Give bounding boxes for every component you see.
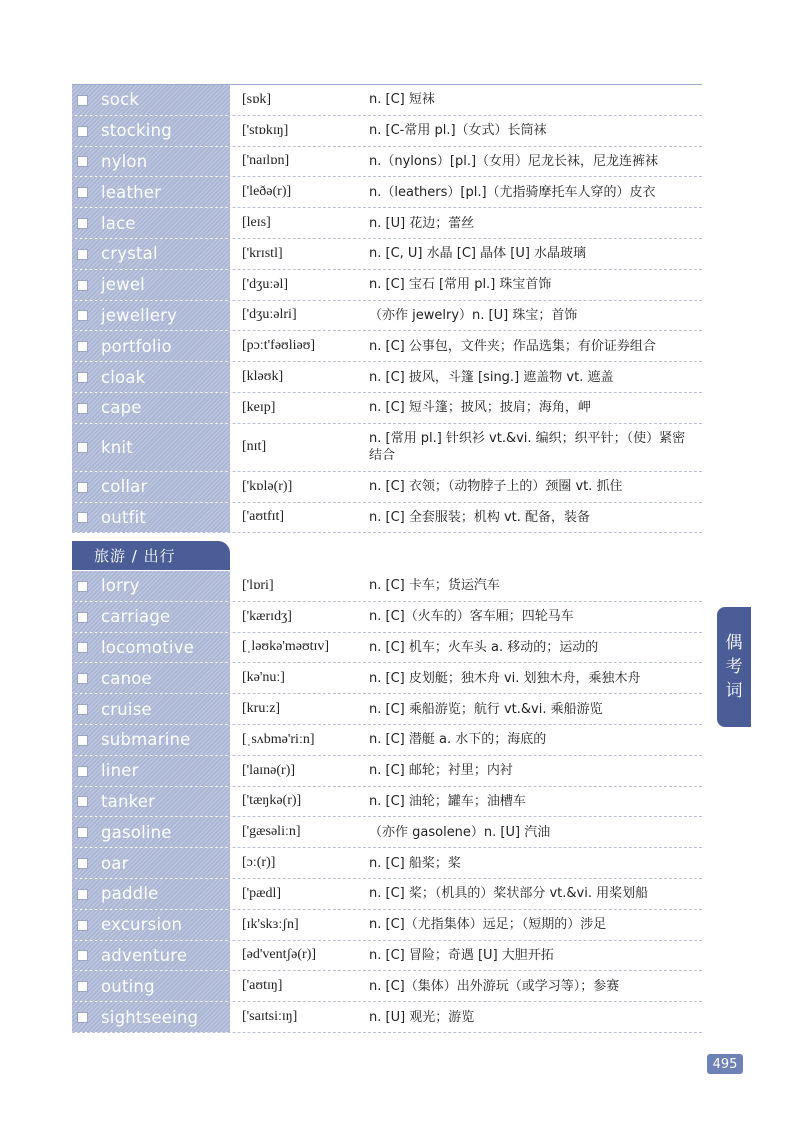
phonetic: ['naɪlɒn] [242, 153, 290, 169]
checkbox[interactable] [77, 512, 88, 523]
vocab-row [72, 663, 702, 694]
vocab-word: liner [101, 761, 139, 781]
definition: n. [C, U] 水晶 [C] 晶体 [U] 水晶玻璃 [369, 246, 587, 262]
word-cell [72, 602, 230, 632]
side-tab-char: 词 [725, 681, 743, 701]
vocab-word: jewel [101, 275, 145, 295]
vocab-row [72, 147, 702, 178]
checkbox[interactable] [77, 187, 88, 198]
definition: n. [常用 pl.] 针织衫 vt.&vi. 编织；织平针；（使）紧密结合 [369, 431, 686, 464]
definition: （亦作 gasolene）n. [U] 汽油 [369, 824, 551, 840]
word-cell [72, 910, 230, 940]
definition: n. [C] 乘船游览；航行 vt.&vi. 乘船游览 [369, 701, 603, 717]
phonetic: ['laɪnə(r)] [242, 762, 296, 778]
vocab-row [72, 393, 702, 424]
checkbox[interactable] [77, 827, 88, 838]
page-number: 495 [707, 1054, 743, 1074]
phonetic: ['leðə(r)] [242, 184, 292, 200]
phonetic: ['lɒri] [242, 577, 274, 593]
vocab-word: canoe [101, 668, 152, 688]
word-cell [72, 848, 230, 878]
vocab-word: portfolio [101, 336, 172, 356]
phonetic: [leɪs] [242, 215, 271, 231]
vocab-word: paddle [101, 884, 159, 904]
definition: n. [C] 短袜 [369, 92, 435, 108]
vocab-row [72, 756, 702, 787]
vocab-row [72, 571, 702, 602]
word-cell [72, 362, 230, 392]
word-cell [72, 393, 230, 423]
vocab-row [72, 694, 702, 725]
side-tab-char: 考 [725, 657, 743, 677]
word-cell [72, 85, 230, 115]
vocab-word: nylon [101, 151, 148, 171]
checkbox[interactable] [77, 612, 88, 623]
vocab-row [72, 239, 702, 270]
phonetic: ['aʊtɪŋ] [242, 978, 283, 994]
checkbox[interactable] [77, 126, 88, 137]
phonetic: ['tæŋkə(r)] [242, 793, 302, 809]
vocab-row [72, 817, 702, 848]
word-cell [72, 177, 230, 207]
phonetic: [ˌsʌbmə'riːn] [242, 731, 315, 747]
vocab-word: gasoline [101, 822, 172, 842]
definition: n. [C] 船桨；桨 [369, 855, 461, 871]
word-cell [72, 879, 230, 909]
vocab-word: collar [101, 477, 148, 497]
vocab-row [72, 633, 702, 664]
checkbox[interactable] [77, 858, 88, 869]
checkbox[interactable] [77, 642, 88, 653]
word-cell [72, 756, 230, 786]
checkbox[interactable] [77, 920, 88, 931]
phonetic: [pɔːt'fəʊliəʊ] [242, 338, 316, 354]
checkbox[interactable] [77, 766, 88, 777]
vocab-word: adventure [101, 945, 188, 965]
definition: n. [U] 花边；蕾丝 [369, 215, 475, 231]
vocab-row [72, 941, 702, 972]
vocab-word: oar [101, 853, 129, 873]
side-tab-char: 偶 [725, 633, 743, 653]
vocab-row [72, 116, 702, 147]
section-header-travel [72, 541, 230, 570]
vocab-word: locomotive [101, 637, 194, 657]
vocab-row [72, 270, 702, 301]
definition: n. [C] 全套服装；机构 vt. 配备，装备 [369, 509, 591, 525]
vocab-word: cape [101, 398, 142, 418]
word-cell [72, 694, 230, 724]
phonetic: [ɪk'skɜːʃn] [242, 916, 299, 932]
definition: n. [C]（尤指集体）远足；（短期的）涉足 [369, 917, 607, 933]
checkbox[interactable] [77, 218, 88, 229]
vocab-word: jewellery [101, 305, 178, 325]
side-tab[interactable] [717, 607, 751, 727]
checkbox[interactable] [77, 950, 88, 961]
checkbox[interactable] [77, 249, 88, 260]
definition: n. [C] 公事包，文件夹；作品选集；有价证券组合 [369, 338, 656, 354]
definition: n. [C] 宝石 [常用 pl.] 珠宝首饰 [369, 277, 552, 293]
vocab-row [72, 362, 702, 393]
phonetic: [əd'ventʃə(r)] [242, 947, 317, 963]
vocab-word: cruise [101, 699, 152, 719]
vocab-word: knit [101, 437, 133, 457]
vocab-row [72, 910, 702, 941]
vocab-row [72, 879, 702, 910]
vocab-row [72, 208, 702, 239]
phonetic: [nɪt] [242, 439, 267, 455]
vocab-row [72, 424, 702, 472]
definition: n.（nylons）[pl.]（女用）尼龙长袜，尼龙连裤袜 [369, 153, 659, 169]
word-cell [72, 571, 230, 601]
word-cell [72, 503, 230, 533]
phonetic: ['gæsəliːn] [242, 824, 301, 840]
checkbox[interactable] [77, 581, 88, 592]
checkbox[interactable] [77, 442, 88, 453]
checkbox[interactable] [77, 981, 88, 992]
vocab-word: crystal [101, 244, 158, 264]
definition: （亦作 jewelry）n. [U] 珠宝；首饰 [369, 307, 578, 323]
phonetic: ['kɒlə(r)] [242, 478, 293, 494]
definition: n. [C] 衣领；（动物脖子上的）颈圈 vt. 抓住 [369, 479, 623, 495]
vocab-row [72, 503, 702, 534]
definition: n. [C] 冒险；奇遇 [U] 大胆开拓 [369, 947, 554, 963]
checkbox[interactable] [77, 704, 88, 715]
word-cell [72, 971, 230, 1001]
word-cell [72, 208, 230, 238]
definition: n. [C] 短斗篷；披风；披肩；海角，岬 [369, 400, 591, 416]
checkbox[interactable] [77, 673, 88, 684]
definition: n. [C] 桨；（机具的）桨状部分 vt.&vi. 用桨划船 [369, 886, 649, 902]
vocab-word: outfit [101, 507, 147, 527]
vocab-word: leather [101, 182, 162, 202]
checkbox[interactable] [77, 403, 88, 414]
vocab-word: tanker [101, 791, 156, 811]
checkbox[interactable] [77, 735, 88, 746]
word-cell [72, 633, 230, 663]
vocab-word: outing [101, 976, 155, 996]
vocab-word: lorry [101, 576, 140, 596]
phonetic: ['krɪstl] [242, 245, 283, 261]
phonetic: ['aʊtfɪt] [242, 509, 285, 525]
word-cell [72, 239, 230, 269]
word-cell [72, 116, 230, 146]
phonetic: ['kærɪdʒ] [242, 608, 292, 624]
vocab-word: carriage [101, 607, 171, 627]
phonetic: ['dʒuːəl] [242, 276, 289, 292]
vocab-row [72, 848, 702, 879]
checkbox[interactable] [77, 95, 88, 106]
checkbox[interactable] [77, 156, 88, 167]
vocab-word: sock [101, 90, 140, 110]
vocab-row [72, 472, 702, 503]
vocab-table-travel [72, 571, 702, 1033]
word-cell [72, 787, 230, 817]
definition: n. [C]（火车的）客车厢；四轮马车 [369, 609, 574, 625]
word-cell [72, 331, 230, 361]
checkbox[interactable] [77, 796, 88, 807]
definition: n.（leathers）[pl.]（尤指骑摩托车人穿的）皮衣 [369, 184, 656, 200]
vocab-row [72, 85, 702, 116]
phonetic: ['saɪtsiːɪŋ] [242, 1009, 298, 1025]
vocab-word: lace [101, 213, 136, 233]
word-cell [72, 941, 230, 971]
vocab-table-clothing [72, 85, 702, 533]
word-cell [72, 270, 230, 300]
vocab-row [72, 331, 702, 362]
checkbox[interactable] [77, 341, 88, 352]
phonetic: [sɒk] [242, 91, 272, 107]
word-cell [72, 424, 230, 471]
definition: n. [C]（集体）出外游玩（或学习等）；参赛 [369, 978, 620, 994]
definition: n. [C-常用 pl.]（女式）长筒袜 [369, 123, 547, 139]
checkbox[interactable] [77, 1012, 88, 1023]
vocab-row [72, 177, 702, 208]
phonetic: [ɔː(r)] [242, 855, 276, 871]
definition: n. [U] 观光；游览 [369, 1009, 475, 1025]
word-cell [72, 1002, 230, 1032]
vocab-row [72, 725, 702, 756]
checkbox[interactable] [77, 482, 88, 493]
vocab-word: excursion [101, 915, 183, 935]
phonetic: [ˌləʊkə'məʊtɪv] [242, 639, 330, 655]
definition: n. [C] 邮轮；衬里；内衬 [369, 763, 513, 779]
definition: n. [C] 披风，斗篷 [sing.] 遮盖物 vt. 遮盖 [369, 369, 614, 385]
vocab-row [72, 971, 702, 1002]
vocab-word: stocking [101, 121, 172, 141]
checkbox[interactable] [77, 372, 88, 383]
section-title: 旅游 / 出行 [94, 547, 176, 565]
word-cell [72, 472, 230, 502]
checkbox[interactable] [77, 280, 88, 291]
word-cell [72, 301, 230, 331]
vocab-word: submarine [101, 730, 191, 750]
definition: n. [C] 油轮；罐车；油槽车 [369, 793, 526, 809]
word-cell [72, 817, 230, 847]
phonetic: ['dʒuːəlri] [242, 307, 297, 323]
phonetic: [kruːz] [242, 701, 281, 717]
vocab-row [72, 301, 702, 332]
checkbox[interactable] [77, 889, 88, 900]
vocab-row [72, 1002, 702, 1033]
definition: n. [C] 机车；火车头 a. 移动的；运动的 [369, 639, 599, 655]
vocab-word: sightseeing [101, 1007, 199, 1027]
vocab-row [72, 787, 702, 818]
phonetic: [keɪp] [242, 399, 276, 415]
phonetic: [kləʊk] [242, 369, 284, 385]
word-cell [72, 663, 230, 693]
phonetic: ['stɒkɪŋ] [242, 122, 289, 138]
definition: n. [C] 皮划艇；独木舟 vi. 划独木舟，乘独木舟 [369, 670, 641, 686]
definition: n. [C] 潜艇 a. 水下的；海底的 [369, 732, 547, 748]
word-cell [72, 725, 230, 755]
phonetic: [kə'nuː] [242, 670, 285, 686]
vocab-row [72, 602, 702, 633]
checkbox[interactable] [77, 310, 88, 321]
phonetic: ['pædl] [242, 885, 282, 901]
definition: n. [C] 卡车；货运汽车 [369, 578, 500, 594]
vocab-word: cloak [101, 367, 146, 387]
word-cell [72, 147, 230, 177]
